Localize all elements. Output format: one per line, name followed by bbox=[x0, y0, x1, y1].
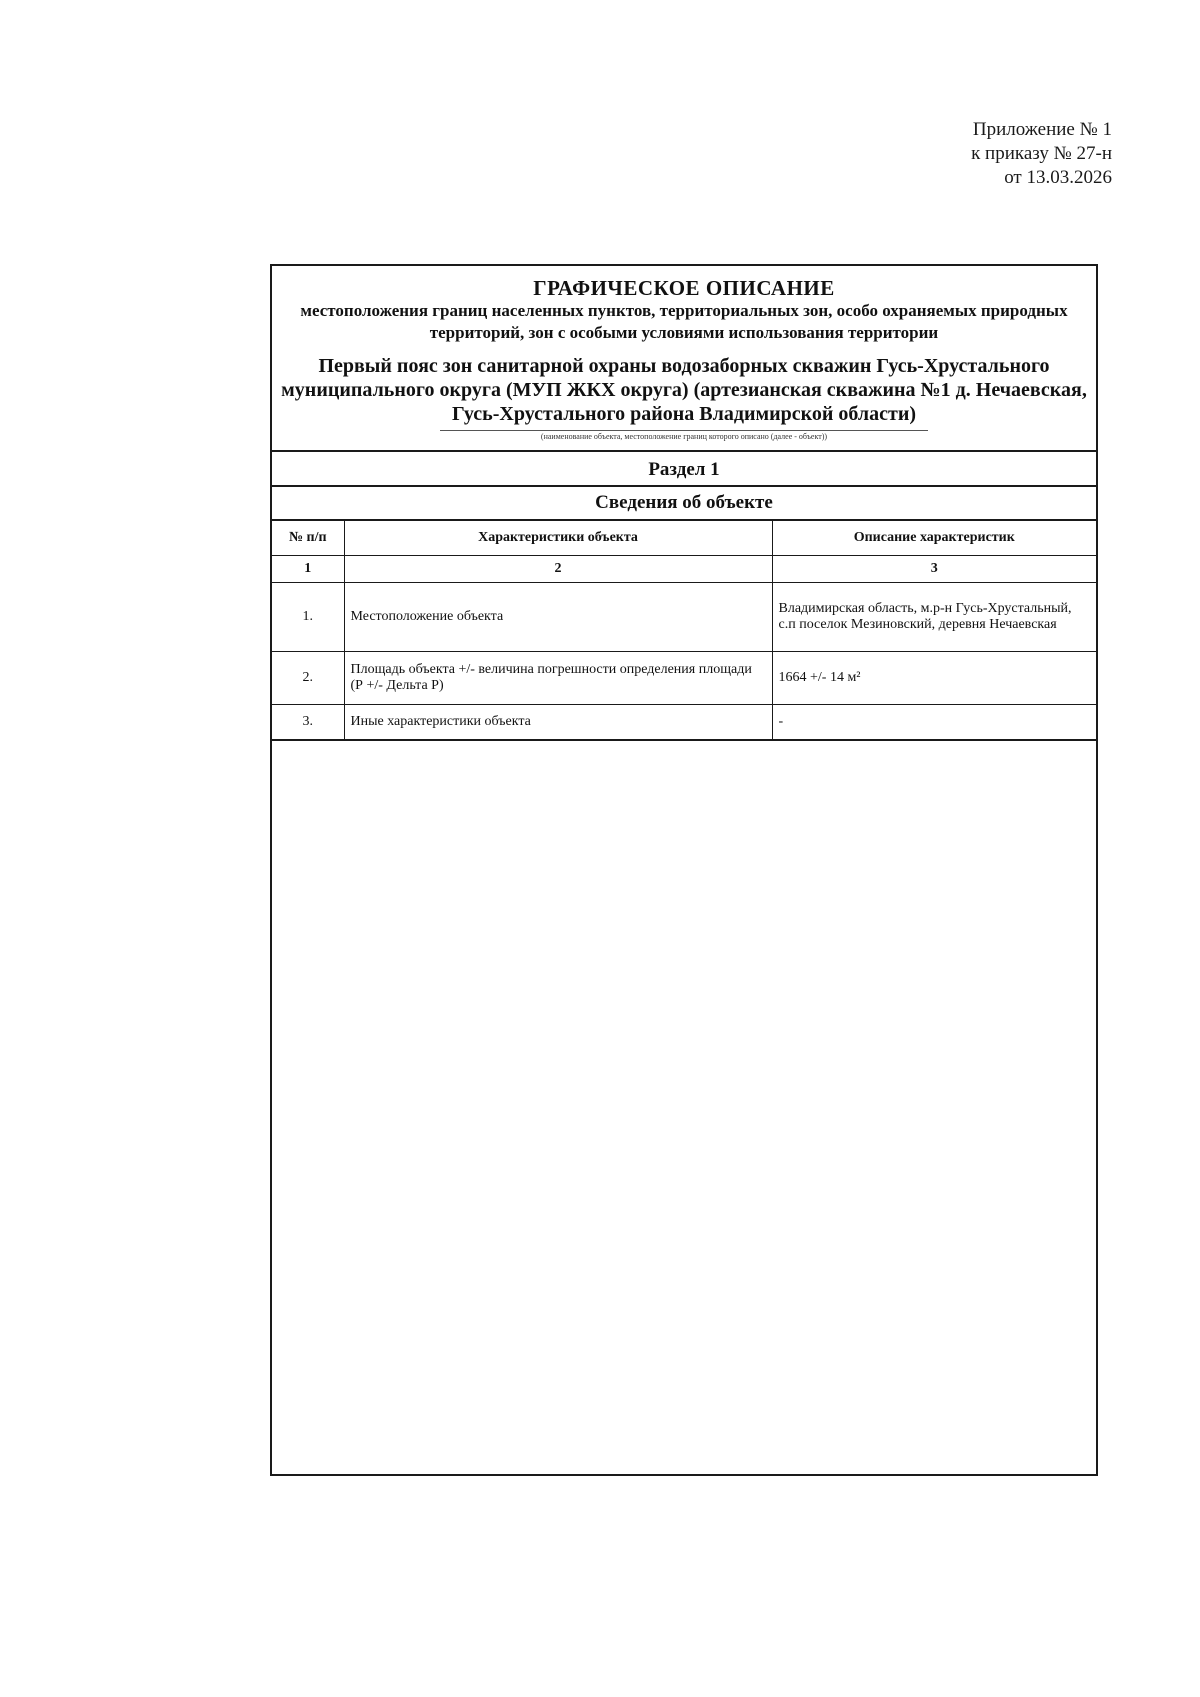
appendix-note bbox=[971, 118, 1112, 190]
object-info-table bbox=[272, 519, 1096, 741]
header-block bbox=[272, 266, 1096, 442]
object-name: Первый пояс зон санитарной охраны водозаборных скважин Гусь-Хрустального муниципального округа (МУП ЖКХ округа) (артезианская скважина №1 д. Нечаевская, Гусь-Хрустального района Владимирской области) bbox=[281, 355, 1087, 425]
document-frame bbox=[270, 264, 1098, 1476]
row-characteristic: Иные характеристики объекта bbox=[344, 705, 772, 741]
row-value: 1664 +/- 14 м² bbox=[772, 652, 1096, 705]
row-number: 3. bbox=[272, 705, 344, 741]
row-value: Владимирская область, м.р-н Гусь-Хрустальный, с.п поселок Мезиновский, деревня Нечаевская bbox=[772, 583, 1096, 652]
column-number-cell: 2 bbox=[344, 556, 772, 583]
table-row bbox=[272, 652, 1096, 705]
section-label: Раздел 1 bbox=[272, 450, 1096, 485]
appendix-line-2: к приказу № 27-н bbox=[971, 143, 1112, 164]
main-title: ГРАФИЧЕСКОЕ ОПИСАНИЕ bbox=[533, 276, 835, 300]
header-cell-description: Описание характеристик bbox=[772, 520, 1096, 556]
table-header-row bbox=[272, 520, 1096, 556]
header-cell-characteristic: Характеристики объекта bbox=[344, 520, 772, 556]
table-column-number-row bbox=[272, 556, 1096, 583]
row-characteristic: Местоположение объекта bbox=[344, 583, 772, 652]
row-value: - bbox=[772, 705, 1096, 741]
sub-title: местоположения границ населенных пунктов, территориальных зон, особо охраняемых природных территорий, зон с особыми условиями использования территории bbox=[300, 301, 1068, 342]
table-row bbox=[272, 583, 1096, 652]
row-characteristic: Площадь объекта +/- величина погрешности определения площади (Р +/- Дельта Р) bbox=[344, 652, 772, 705]
object-caption: (наименование объекта, местоположение границ которого описано (далее - объект)) bbox=[440, 430, 928, 442]
column-number-cell: 3 bbox=[772, 556, 1096, 583]
section-info-title: Сведения об объекте bbox=[272, 485, 1096, 519]
header-cell-number: № п/п bbox=[272, 520, 344, 556]
column-number-cell: 1 bbox=[272, 556, 344, 583]
appendix-line-3: от 13.03.2026 bbox=[1004, 167, 1112, 188]
row-number: 2. bbox=[272, 652, 344, 705]
appendix-line-1: Приложение № 1 bbox=[972, 119, 1112, 140]
table-row bbox=[272, 705, 1096, 741]
row-number: 1. bbox=[272, 583, 344, 652]
